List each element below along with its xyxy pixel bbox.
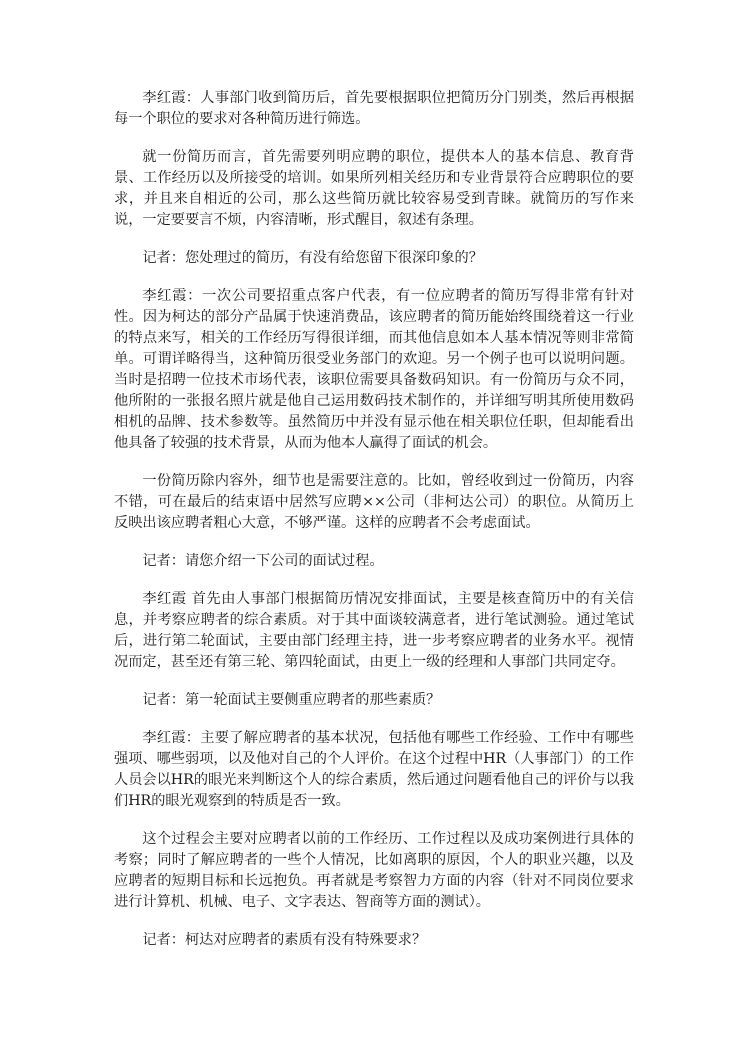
paragraph-question-impressive-resume: 记者：您处理过的简历，有没有给您留下很深印象的？	[142, 250, 483, 266]
paragraph-question-interview-process: 记者：请您介绍一下公司的面试过程。	[142, 553, 384, 569]
paragraph-resume-details: 一份简历除内容外，细节也是需要注意的。比如，曾经收到过一份简历，内容不错，可在最后的结束语中居然写应聘××公司（非柯达公司）的职位。从简历上反映出该应聘者粗心大意，不够严谨。这样的应聘者不会考虑面试。	[114, 473, 634, 531]
paragraph-question-special-requirements: 记者：柯达对应聘者的素质有没有特殊要求？	[142, 932, 427, 948]
paragraph-answer-first-round: 李红霞：主要了解应聘者的基本状况，包括他有哪些工作经验、工作中有哪些强项、哪些弱项，以及他对自己的个人评价。在这个过程中HR（人事部门）的工作人员会以HR的眼光来判断这个人的综合素质，然后通过问题看他自己的评价与以我们HR的眼光观察到的特质是否一致。	[114, 730, 634, 809]
paragraph-resume-content: 就一份简历而言，首先需要列明应聘的职位，提供本人的基本信息、教育背景、工作经历以及所接受的培训。如果所列相关经历和专业背景符合应聘职位的要求，并且来自相近的公司，那么这些简历就比较容易受到青睐。就简历的写作来说，一定要要言不烦，内容清晰，形式醒目，叙述有条理。	[114, 149, 634, 228]
paragraph-answer-interview-process: 李红霞 首先由人事部门根据简历情况安排面试，主要是核查简历中的有关信息，并考察应聘者的综合素质。对于其中面谈较满意者，进行笔试测验。通过笔试后，进行第二轮面试，主要由部门经理主持，进一步考察应聘者的业务水平。视情况而定，甚至还有第三轮、第四轮面试，由更上一级的经理和人事部门共同定夺。	[114, 591, 634, 670]
paragraph-answer-resume-screening: 李红霞：人事部门收到简历后，首先要根据职位把简历分门别类，然后再根据每一个职位的要求对各种简历进行筛选。	[114, 90, 634, 127]
document-body	[114, 88, 634, 968]
paragraph-question-first-round: 记者：第一轮面试主要侧重应聘者的那些素质？	[142, 692, 441, 708]
paragraph-answer-examples: 李红霞：一次公司要招重点客户代表，有一位应聘者的简历写得非常有针对性。因为柯达的部分产品属于快速消费品，该应聘者的简历能始终围绕着这一行业的特点来写，相关的工作经历写得很详细，而其他信息如本人基本情况等则非常简单。可谓详略得当，这种简历很受业务部门的欢迎。另一个例子也可以说明问题。当时是招聘一位技术市场代表，该职位需要具备数码知识。有一份简历与众不同，他所附的一张报名照片就是他自己运用数码技术制作的，并详细写明其所使用数码相机的品牌、技术参数等。虽然简历中并没有显示他在相关职位任职，但却能看出他具备了较强的技术背景，从而为他本人赢得了面试的机会。	[114, 288, 634, 451]
paragraph-process-assessment: 这个过程会主要对应聘者以前的工作经历、工作过程以及成功案例进行具体的考察；同时了解应聘者的一些个人情况，比如离职的原因，个人的职业兴趣，以及应聘者的短期目标和长远抱负。再者就是考察智力方面的内容（针对不同岗位要求进行计算机、机械、电子、文字表达、智商等方面的测试）。	[114, 831, 634, 910]
